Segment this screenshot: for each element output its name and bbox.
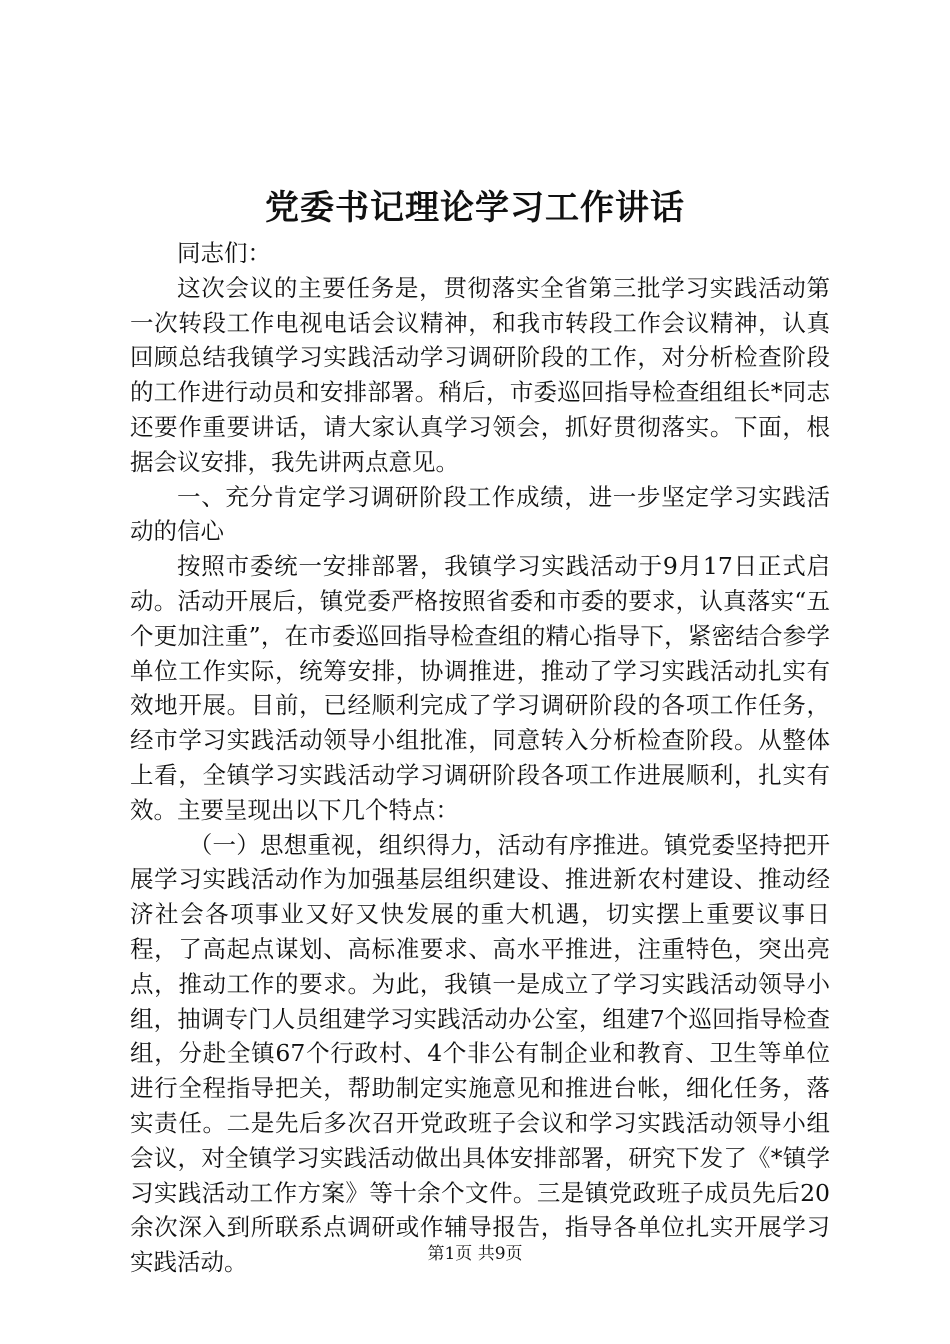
intro-paragraph: 这次会议的主要任务是，贯彻落实全省第三批学习实践活动第一次转段工作电视电话会议精神，和我市转段工作会议精神，认真回顾总结我镇学习实践活动学习调研阶段的工作，对分析检查阶段的工作进行动员和安排部署。稍后，市委巡回指导检查组组长*同志还要作重要讲话，请大家认真学习领会，抓好贯彻落实。下面，根据会议安排，我先讲两点意见。 <box>130 273 830 476</box>
salutation-paragraph: 同志们： <box>177 239 271 267</box>
body-paragraph: 按照市委统一安排部署，我镇学习实践活动于9月17日正式启动。活动开展后，镇党委严格按照省委和市委的要求，认真落实“五个更加注重”，在市委巡回指导检查组的精心指导下，紧密结合参学单位工作实际，统筹安排，协调推进，推动了学习实践活动扎实有效地开展。目前，已经顺利完成了学习调研阶段的各项工作任务，经市学习实践活动领导小组批准，同意转入分析检查阶段。从整体上看，全镇学习实践活动学习调研阶段各项工作进展顺利，扎实有效。主要呈现出以下几个特点： <box>130 552 830 824</box>
document-title: 党委书记理论学习工作讲话 <box>265 188 685 228</box>
section-heading: 一、充分肯定学习调研阶段工作成绩，进一步坚定学习实践活动的信心 <box>130 482 830 546</box>
subsection-paragraph: （一）思想重视，组织得力，活动有序推进。镇党委坚持把开展学习实践活动作为加强基层组织建设、推进新农村建设、推动经济社会各项事业又好又快发展的重大机遇，切实摆上重要议事日程，了高起点谋划、高标准要求、高水平推进，注重特色，突出亮点，推动工作的要求。为此，我镇一是成立了学习实践活动领导小组，抽调专门人员组建学习实践活动办公室，组建7个巡回指导检查组，分赴全镇67个行政村、4个非公有制企业和教育、卫生等单位进行全程指导把关，帮助制定实施意见和推进台帐，细化任务，落实责任。二是先后多次召开党政班子会议和学习实践活动领导小组会议，对全镇学习实践活动做出具体安排部署，研究下发了《*镇学习实践活动工作方案》等十余个文件。三是镇党政班子成员先后20余次深入到所联系点调研或作辅导报告，指导各单位扎实开展学习实践活动。 <box>130 830 830 1277</box>
document-body <box>130 236 830 1280</box>
page-footer: 第1页 共9页 <box>427 1244 523 1264</box>
